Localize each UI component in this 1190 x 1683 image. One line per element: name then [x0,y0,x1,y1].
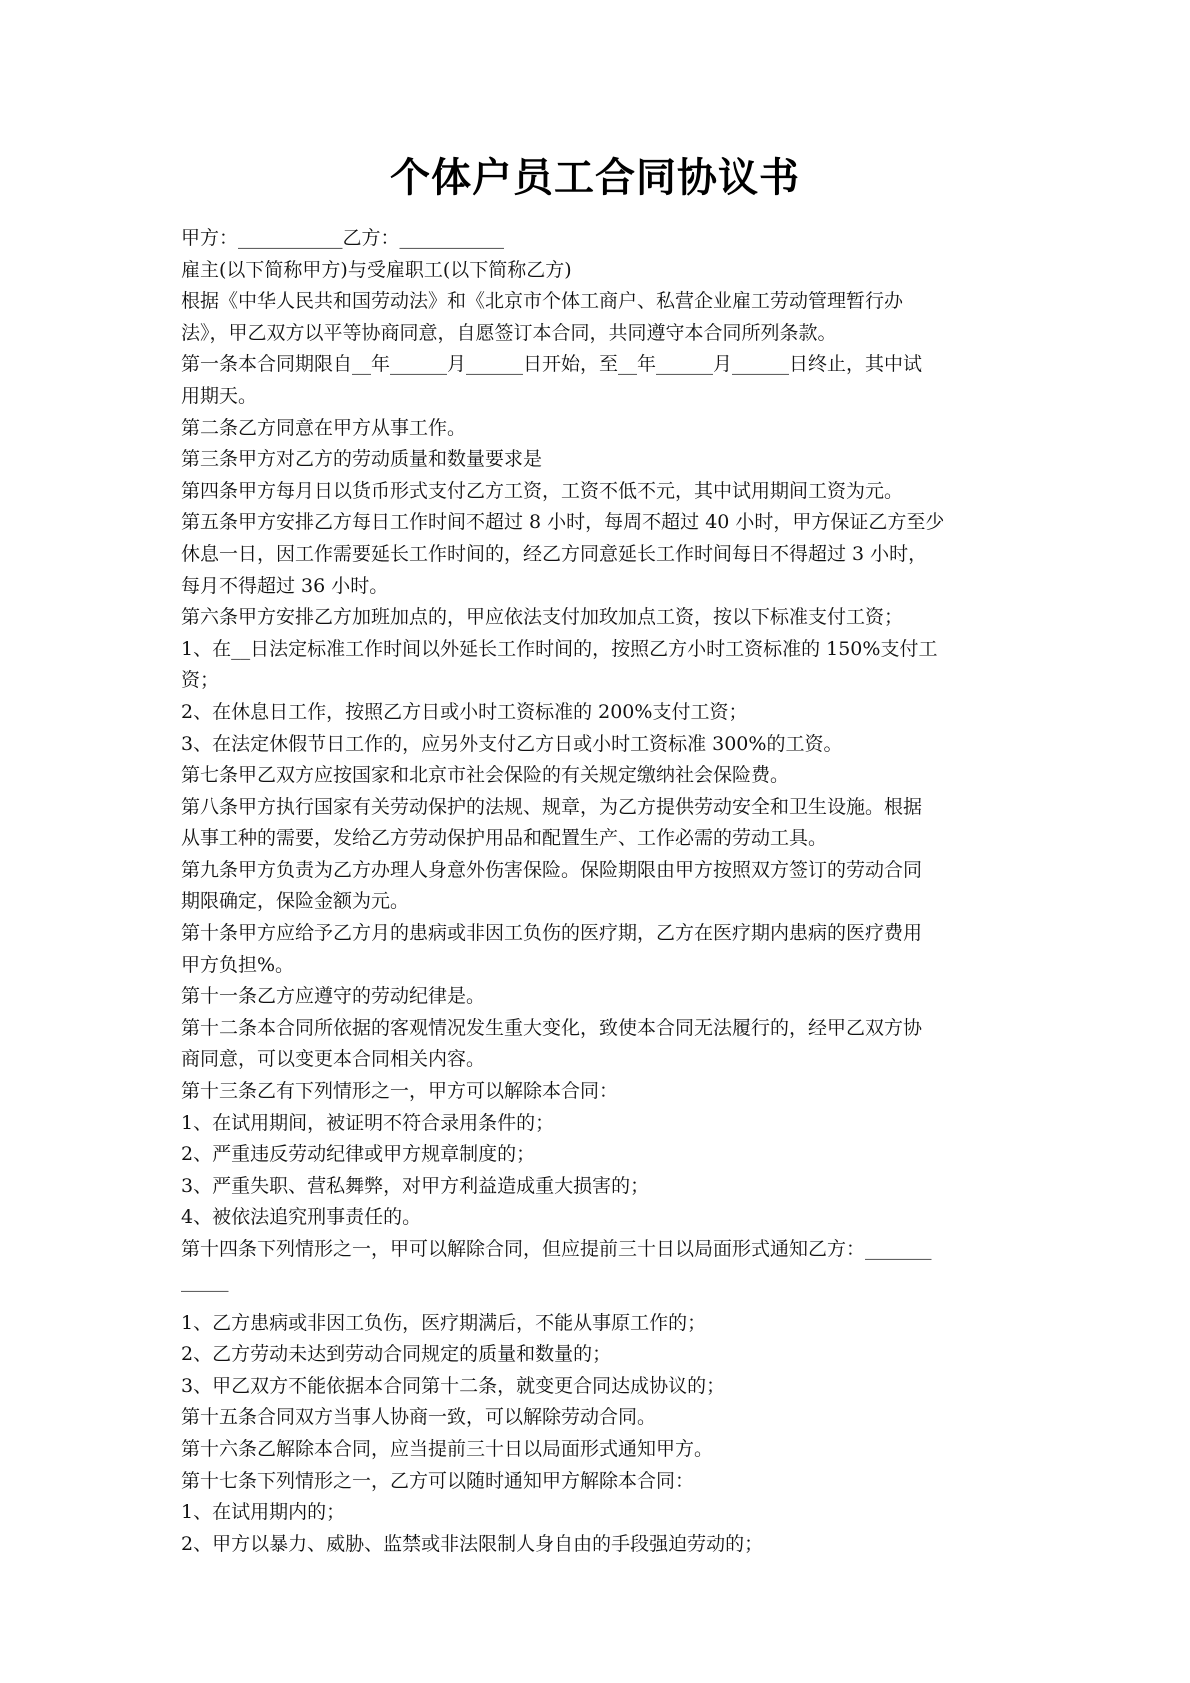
document-line: 从事工种的需要，发给乙方劳动保护用品和配置生产、工作必需的劳动工具。 [181,827,828,850]
document-line: 根据《中华人民共和国劳动法》和《北京市个体工商户、私营企业雇工劳动管理暂行办 [181,290,904,313]
document-line: 4、被依法追究刑事责任的。 [181,1206,422,1229]
document-line: 甲方：___________乙方：___________ [181,227,505,249]
document-line: 资； [181,669,220,692]
document-line: 2、严重违反劳动纪律或甲方规章制度的； [181,1143,536,1166]
document-line: 3、在法定休假节日工作的，应另外支付乙方日或小时工资标准 300%的工资。 [181,732,843,755]
document-body [181,223,1011,1560]
document-line: 第十条甲方应给予乙方月的患病或非因工负伤的医疗期，乙方在医疗期内患病的医疗费用 [181,922,923,945]
document-line: 第一条本合同期限自__年______月______日开始，至__年______月______日终止，其中试 [181,353,923,376]
document-line: 甲方负担%。 [181,953,295,976]
document-line: 3、严重失职、营私舞弊，对甲方利益造成重大损害的； [181,1174,650,1197]
document-line: 第四条甲方每月日以货币形式支付乙方工资，工资不低不元，其中试用期间工资为元。 [181,479,904,502]
document-line: 雇主(以下简称甲方)与受雇职工(以下简称乙方) [181,258,572,281]
document-line: 第九条甲方负责为乙方办理人身意外伤害保险。保险期限由甲方按照双方签订的劳动合同 [181,858,923,881]
document-line: 2、甲方以暴力、威胁、监禁或非法限制人身自由的手段强迫劳动的； [181,1532,764,1555]
document-line: 期限确定，保险金额为元。 [181,890,410,913]
document-line: 每月不得超过 36 小时。 [181,574,389,597]
document-title: 个体户员工合同协议书 [390,154,800,201]
document-line: 1、在试用期内的； [181,1501,346,1524]
document-line: 第二条乙方同意在甲方从事工作。 [181,416,467,439]
document-line: 1、在试用期间，被证明不符合录用条件的； [181,1111,555,1134]
document-line: 第七条甲乙双方应按国家和北京市社会保险的有关规定缴纳社会保险费。 [181,764,790,787]
document-line: 第十六条乙解除本合同，应当提前三十日以局面形式通知甲方。 [181,1437,714,1460]
document-line: 3、甲乙双方不能依据本合同第十二条，就变更合同达成协议的； [181,1374,726,1397]
document-line: 第八条甲方执行国家有关劳动保护的法规、规章，为乙方提供劳动安全和卫生设施。根据 [181,795,923,818]
document-line: 第十三条乙有下列情形之一，甲方可以解除本合同： [181,1080,619,1103]
document-line: 1、乙方患病或非因工负伤，医疗期满后，不能从事原工作的； [181,1311,707,1334]
document-line: 商同意，可以变更本合同相关内容。 [181,1048,486,1071]
document-line: 第十四条下列情形之一，甲可以解除合同，但应提前三十日以局面形式通知乙方：_______ [181,1238,932,1260]
document-line: 第六条甲方安排乙方加班加点的，甲应依法支付加玫加点工资，按以下标准支付工资； [181,606,904,629]
document-line: 第三条甲方对乙方的劳动质量和数量要求是 [181,448,543,471]
document-line: 第十七条下列情形之一，乙方可以随时通知甲方解除本合同： [181,1469,695,1492]
document-line: 第十五条合同双方当事人协商一致，可以解除劳动合同。 [181,1406,657,1429]
document-line: 2、乙方劳动未达到劳动合同规定的质量和数量的； [181,1343,612,1366]
document-line: 第十二条本合同所依据的客观情况发生重大变化，致使本合同无法履行的，经甲乙双方协 [181,1016,923,1039]
document-line: _____ [181,1269,229,1292]
document-line: 用期天。 [181,384,258,407]
document-line: 1、在__日法定标准工作时间以外延长工作时间的，按照乙方小时工资标准的 150%支付工 [181,637,938,660]
document-line: 2、在休息日工作，按照乙方日或小时工资标准的 200%支付工资； [181,700,748,723]
document-line: 第五条甲方安排乙方每日工作时间不超过 8 小时，每周不超过 40 小时，甲方保证乙方至少 [181,511,945,534]
document-line: 法》，甲乙双方以平等协商同意，自愿签订本合同，共同遵守本合同所列条款。 [181,321,837,344]
document-line: 第十一条乙方应遵守的劳动纪律是。 [181,985,486,1008]
document-line: 休息一日，因工作需要延长工作时间的，经乙方同意延长工作时间每日不得超过 3 小时， [181,542,928,565]
